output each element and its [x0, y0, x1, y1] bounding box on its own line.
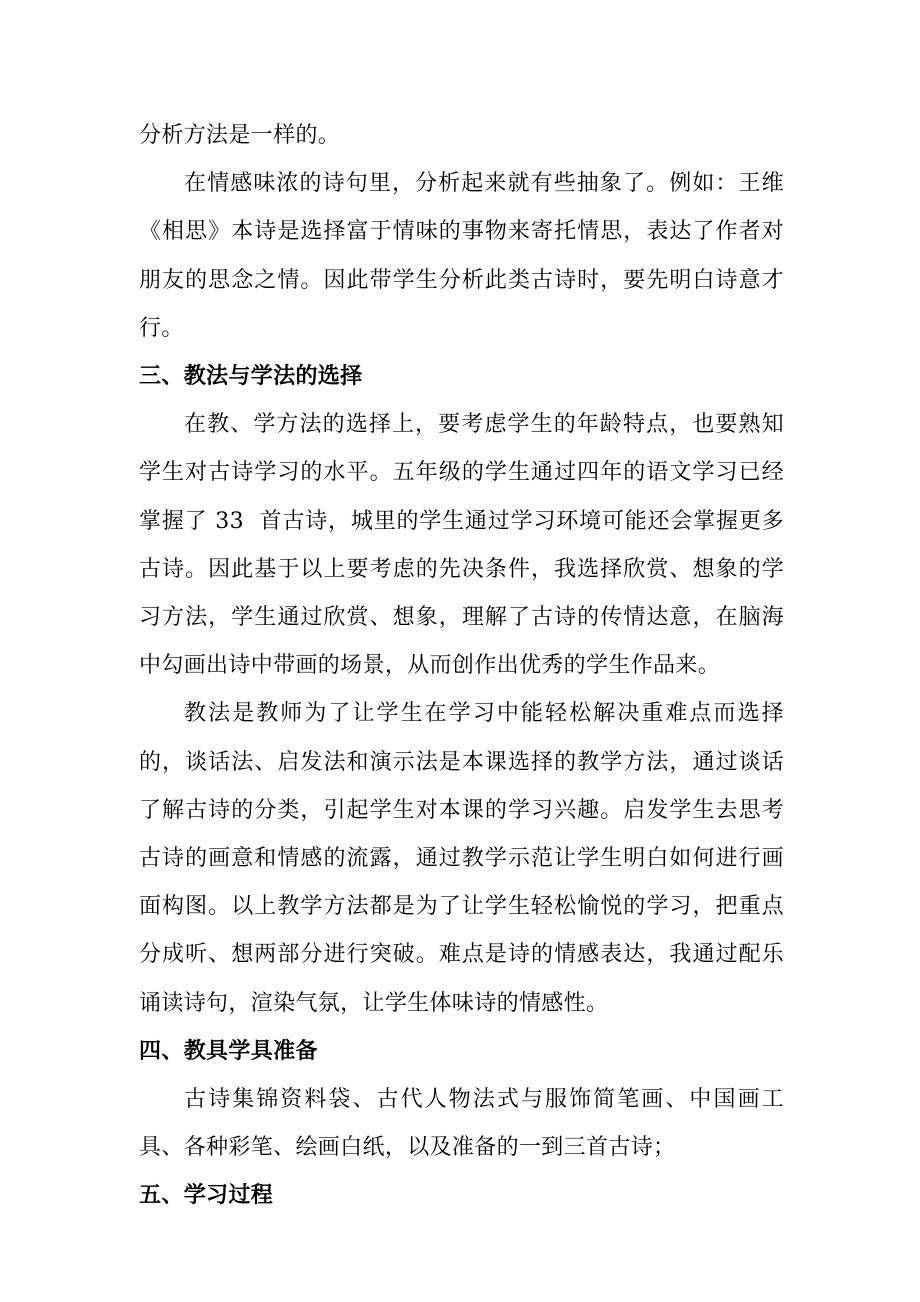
section-heading-teaching-aids: 四、教具学具准备 — [139, 1038, 318, 1064]
paragraph-continuation: 分析方法是一样的。 — [139, 123, 341, 148]
document-body — [139, 112, 784, 1221]
section-heading-teaching-methods: 三、教法与学法的选择 — [139, 364, 363, 390]
paragraph-teaching-aids: 古诗集锦资料袋、古代人物法式与服饰简笔画、中国画工具、各种彩笔、绘画白纸，以及准备的一到三首古诗； — [139, 1087, 784, 1161]
section-heading-learning-process: 五、学习过程 — [139, 1183, 274, 1209]
paragraph-emotional-poems: 在情感味浓的诗句里，分析起来就有些抽象了。例如：王维《相思》本诗是选择富于情味的事物来寄托情思，表达了作者对朋友的思念之情。因此带学生分析此类古诗时，要先明白诗意才行。 — [139, 171, 784, 341]
paragraph-teaching-methods: 教法是教师为了让学生在学习中能轻松解决重难点而选择的，谈话法、启发法和演示法是本课选择的教学方法，通过谈话了解古诗的分类，引起学生对本课的学习兴趣。启发学生去思考古诗的画意和情感的流露，通过教学示范让学生明白如何进行画面构图。以上教学方法都是为了让学生轻松愉悦的学习，把重点分成听、想两部分进行突破。难点是诗的情感表达，我通过配乐诵读诗句，渲染气氛，让学生体味诗的情感性。 — [139, 701, 784, 1016]
paragraph-learning-methods: 在教、学方法的选择上，要考虑学生的年龄特点，也要熟知学生对古诗学习的水平。五年级的学生通过四年的语文学习已经掌握了 33 首古诗，城里的学生通过学习环境可能还会掌握更多古诗。因此基于以上要考虑的先决条件，我选择欣赏、想象的学习方法，学生通过欣赏、想象，理解了古诗的传情达意，在脑海中勾画出诗中带画的场景，从而创作出优秀的学生作品来。 — [139, 412, 784, 679]
